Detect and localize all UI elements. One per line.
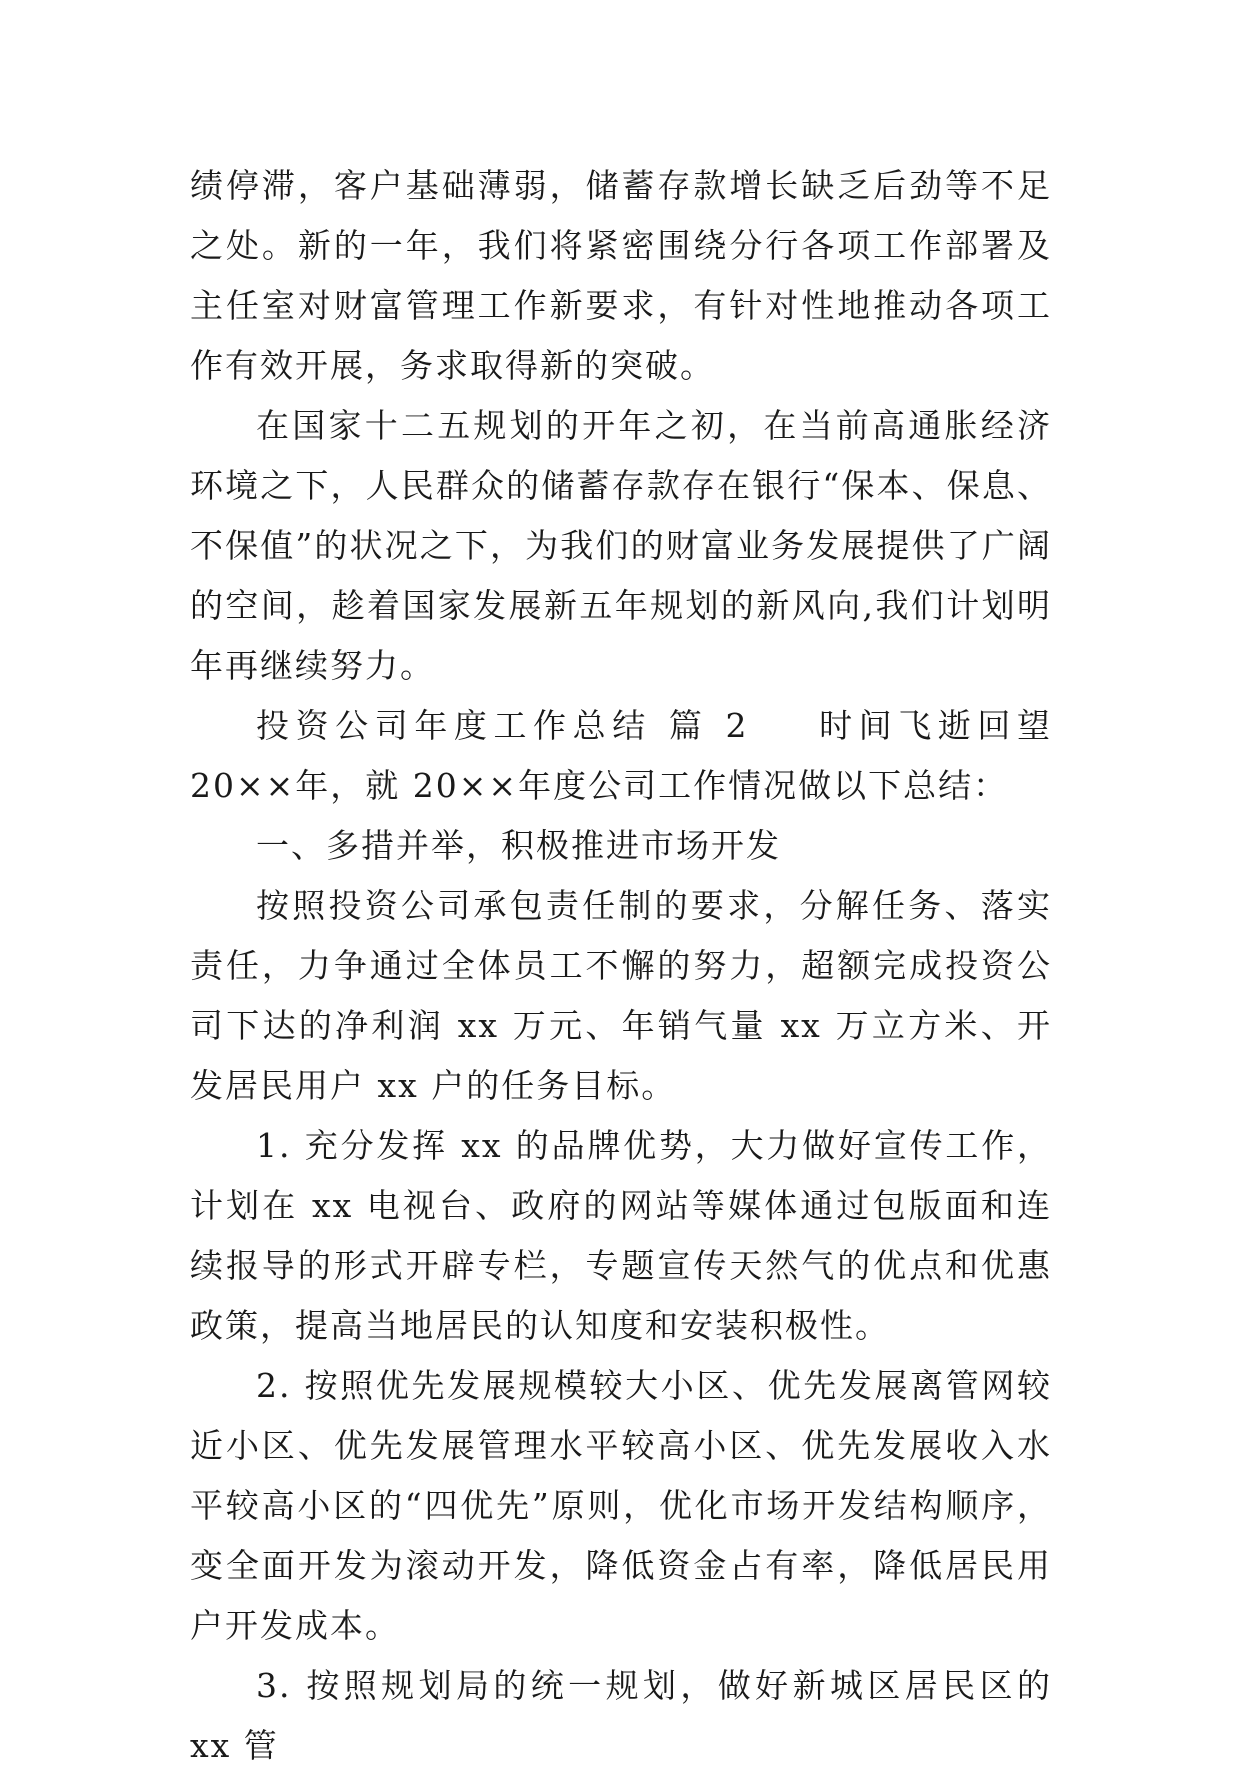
paragraph-4: 一、多措并举，积极推进市场开发 [256, 826, 781, 865]
paragraph-2: 在国家十二五规划的开年之初，在当前高通胀经济环境之下，人民群众的储蓄存款存在银行“保本、保息、不保值”的状况之下，为我们的财富业务发展提供了广阔的空间，趁着国家发展新五年规划的新风向,我们计划明年再继续努力。 [190, 406, 1052, 685]
paragraph-3 [190, 696, 1052, 816]
paragraph-1: 绩停滞，客户基础薄弱，储蓄存款增长缺乏后劲等不足之处。新的一年，我们将紧密围绕分行各项工作部署及主任室对财富管理工作新要求，有针对性地推动各项工作有效开展，务求取得新的突破。 [190, 166, 1052, 385]
paragraph-8: 3. 按照规划局的统一规划，做好新城区居民区的 xx 管 [190, 1666, 1052, 1765]
paragraph-6: 1. 充分发挥 xx 的品牌优势，大力做好宣传工作，计划在 xx 电视台、政府的网站等媒体通过包版面和连续报导的形式开辟专栏，专题宣传天然气的优点和优惠政策，提高当地居民的认知度和安装积极性。 [190, 1126, 1052, 1345]
paragraph-3-text: 时间飞逝回望 20××年，就 20××年度公司工作情况做以下总结： [190, 706, 1052, 805]
paragraph-5: 按照投资公司承包责任制的要求，分解任务、落实责任，力争通过全体员工不懈的努力，超额完成投资公司下达的净利润 xx 万元、年销气量 xx 万立方米、开发居民用户 xx 户的任务目标。 [190, 886, 1052, 1105]
paragraph-7: 2. 按照优先发展规模较大小区、优先发展离管网较近小区、优先发展管理水平较高小区、优先发展收入水平较高小区的“四优先”原则，优化市场开发结构顺序，变全面开发为滚动开发，降低资金占有率，降低居民用户开发成本。 [190, 1366, 1052, 1645]
section-heading: 投资公司年度工作总结 篇 2 [256, 706, 749, 745]
document-body [190, 156, 1052, 1776]
